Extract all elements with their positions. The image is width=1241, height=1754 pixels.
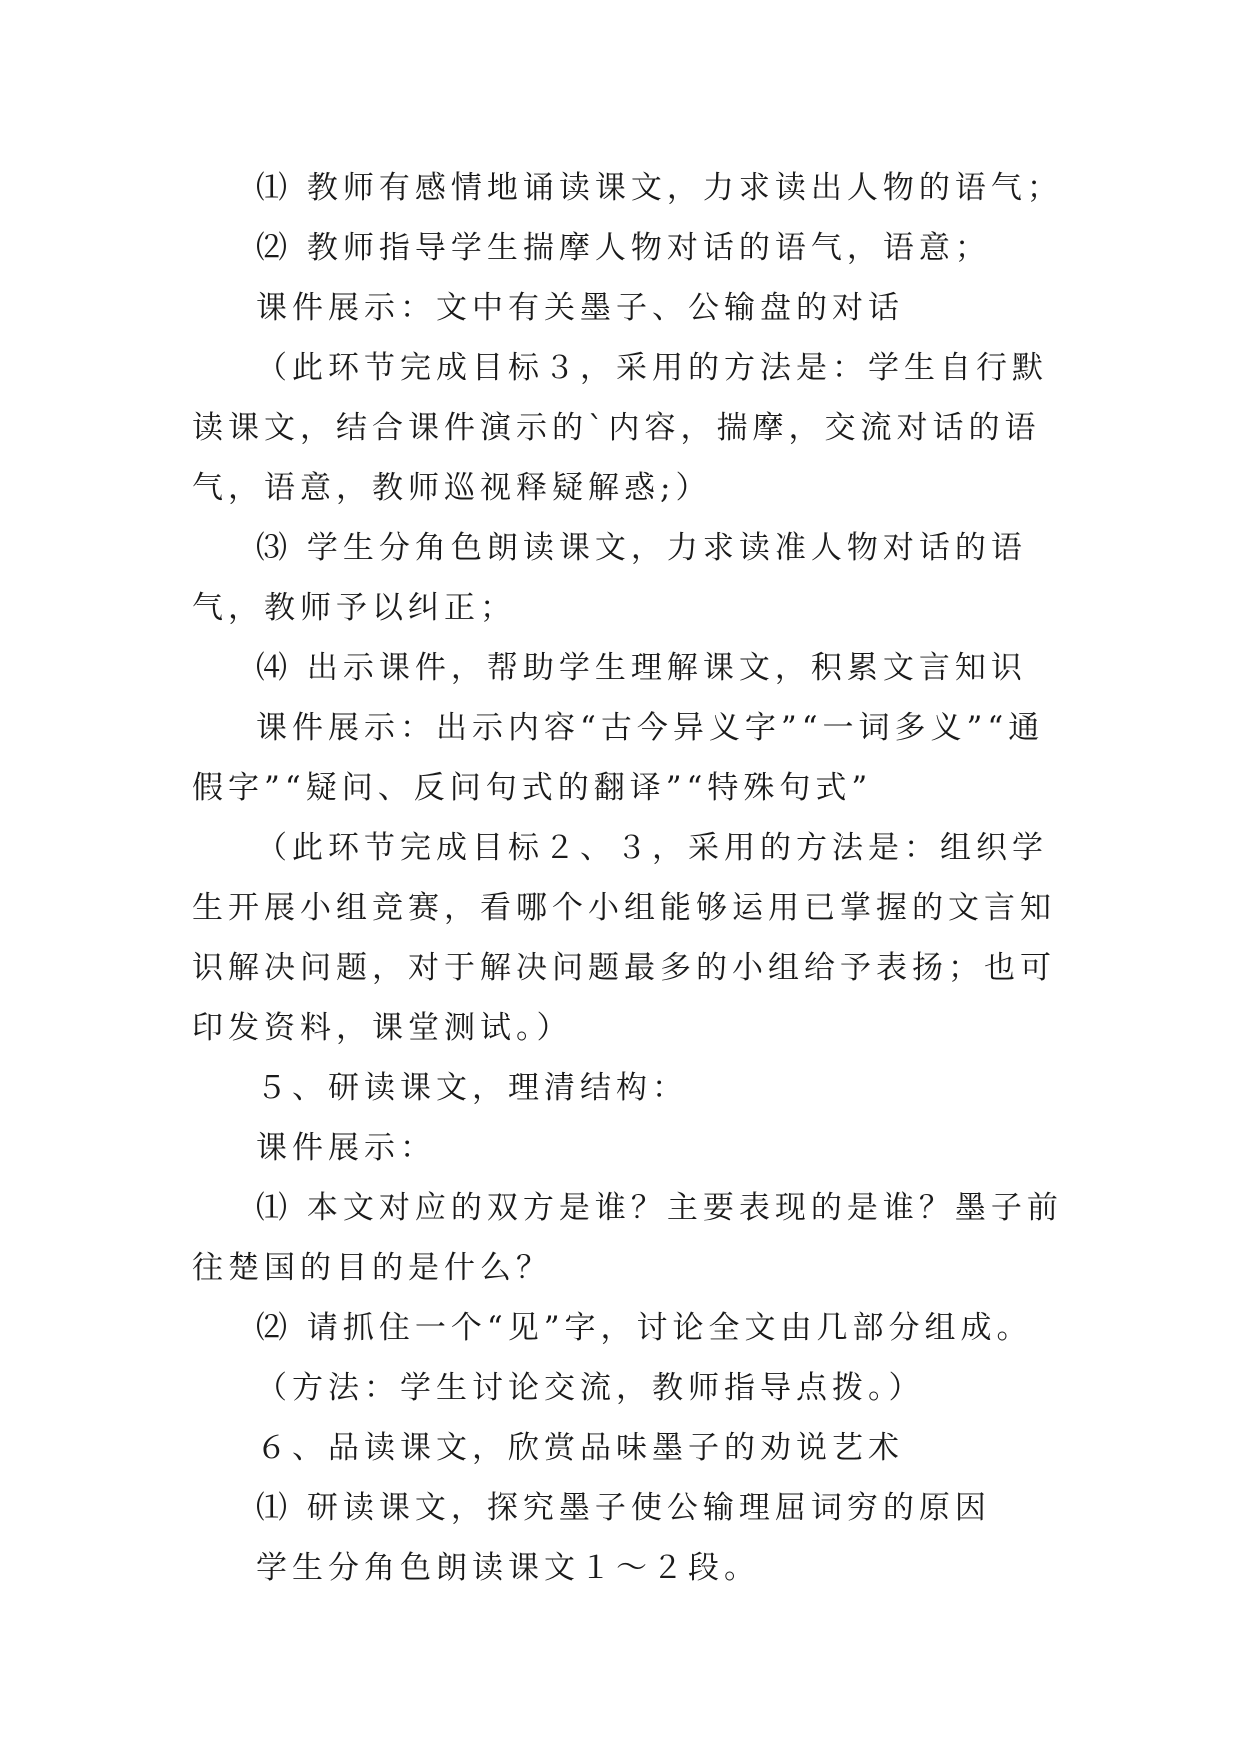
paragraph-2: ⑵ 教师指导学生揣摩人物对话的语气，语意；: [256, 230, 991, 266]
paragraph-4: （此环节完成目标３，采用的方法是：学生自行默读课文，结合课件演示的`内容，揣摩，交流对话的语气，语意，教师巡视释疑解惑;）: [192, 350, 1048, 506]
paragraph-8: （此环节完成目标２、３，采用的方法是：组织学生开展小组竞赛，看哪个小组能够运用已掌握的文言知识解决问题，对于解决问题最多的小组给予表扬；也可印发资料，课堂测试。）: [192, 830, 1056, 1046]
paragraph-6: ⑷ 出示课件，帮助学生理解课文，积累文言知识: [256, 650, 1027, 686]
paragraph-1: ⑴ 教师有感情地诵读课文，力求读出人物的语气；: [256, 170, 1063, 206]
paragraph-10: 课件展示：: [256, 1130, 436, 1166]
paragraph-15: ⑴ 研读课文，探究墨子使公输理屈词穷的原因: [256, 1490, 991, 1526]
paragraph-16: 学生分角色朗读课文１～２段。: [256, 1550, 760, 1586]
document-body: [192, 158, 1064, 1598]
paragraph-5: ⑶ 学生分角色朗读课文，力求读准人物对话的语气，教师予以纠正；: [192, 530, 1027, 626]
paragraph-14: ６、品读课文，欣赏品味墨子的劝说艺术: [256, 1430, 904, 1466]
paragraph-7: 课件展示：出示内容“古今异义字”“一词多义”“通假字”“疑问、反问句式的翻译”“特殊句式”: [192, 710, 1045, 806]
paragraph-13: （方法：学生讨论交流，教师指导点拨。）: [256, 1370, 925, 1406]
paragraph-9: ５、研读课文，理清结构：: [256, 1070, 688, 1106]
paragraph-12: ⑵ 请抓住一个“见”字，讨论全文由几部分组成。: [256, 1310, 1033, 1346]
paragraph-11: ⑴ 本文对应的双方是谁？主要表现的是谁？墨子前往楚国的目的是什么？: [192, 1190, 1063, 1286]
paragraph-3: 课件展示：文中有关墨子、公输盘的对话: [256, 290, 904, 326]
